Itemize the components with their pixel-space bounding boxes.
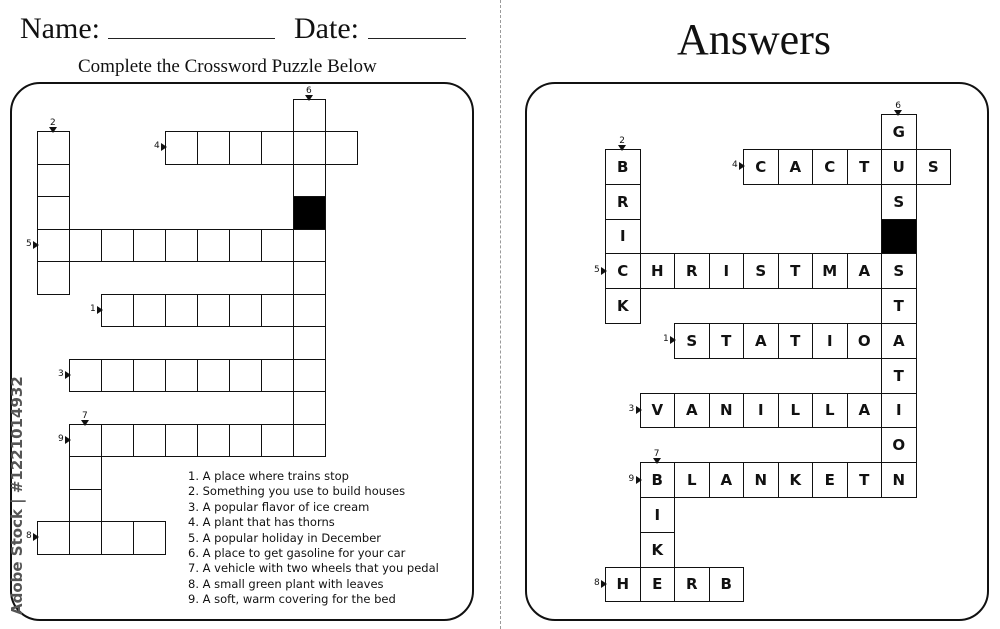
name-underline[interactable] bbox=[108, 38, 275, 39]
crossword-cell[interactable] bbox=[69, 359, 102, 393]
clue-number: 2 bbox=[50, 118, 56, 128]
clue-item: 9. A soft, warm covering for the bed bbox=[188, 592, 396, 607]
arrow-down-icon bbox=[49, 127, 57, 133]
crossword-cell[interactable] bbox=[261, 131, 294, 165]
arrow-down-icon bbox=[618, 145, 626, 151]
crossword-cell: I bbox=[881, 393, 917, 429]
crossword-cell[interactable] bbox=[293, 294, 326, 328]
crossword-cell: K bbox=[778, 462, 814, 498]
arrow-right-icon bbox=[33, 533, 39, 541]
crossword-cell[interactable] bbox=[165, 294, 198, 328]
arrow-right-icon bbox=[161, 143, 167, 151]
crossword-cell[interactable] bbox=[261, 359, 294, 393]
clue-number: 8 bbox=[26, 531, 32, 542]
crossword-cell[interactable] bbox=[69, 424, 102, 458]
crossword-cell: V bbox=[640, 393, 676, 429]
crossword-cell[interactable] bbox=[293, 229, 326, 263]
crossword-cell[interactable] bbox=[229, 294, 262, 328]
arrow-down-icon bbox=[653, 458, 661, 464]
clue-number: 7 bbox=[653, 449, 660, 460]
crossword-cell: S bbox=[881, 184, 917, 220]
clue-item: 2. Something you use to build houses bbox=[188, 484, 406, 499]
crossword-cell[interactable] bbox=[325, 131, 358, 165]
crossword-cell: H bbox=[605, 567, 641, 603]
crossword-cell[interactable] bbox=[197, 359, 230, 393]
crossword-cell: L bbox=[674, 462, 710, 498]
crossword-cell[interactable] bbox=[69, 521, 102, 555]
crossword-cell[interactable] bbox=[101, 294, 134, 328]
clue-number: 5 bbox=[26, 238, 32, 249]
crossword-cell: A bbox=[743, 323, 779, 359]
crossword-cell: T bbox=[881, 288, 917, 324]
crossword-cell[interactable] bbox=[293, 131, 326, 165]
crossword-cell[interactable] bbox=[101, 521, 134, 555]
crossword-cell[interactable] bbox=[261, 294, 294, 328]
crossword-cell: R bbox=[674, 567, 710, 603]
crossword-cell[interactable] bbox=[133, 359, 166, 393]
crossword-cell[interactable] bbox=[197, 294, 230, 328]
crossword-cell: L bbox=[778, 393, 814, 429]
clue-number: 3 bbox=[628, 404, 635, 414]
crossword-cell[interactable] bbox=[101, 229, 134, 263]
crossword-cell: C bbox=[812, 149, 848, 185]
crossword-cell[interactable] bbox=[261, 424, 294, 458]
crossword-cell[interactable] bbox=[261, 229, 294, 263]
instructions-text: Complete the Crossword Puzzle Below bbox=[78, 56, 377, 77]
arrow-right-icon bbox=[601, 267, 607, 275]
answers-title: Answers bbox=[677, 15, 831, 64]
crossword-cell[interactable] bbox=[229, 424, 262, 458]
clue-number: 9 bbox=[58, 433, 64, 444]
crossword-cell: C bbox=[605, 253, 641, 289]
crossword-cell[interactable] bbox=[293, 359, 326, 393]
crossword-cell[interactable] bbox=[197, 424, 230, 458]
crossword-cell[interactable] bbox=[293, 326, 326, 360]
arrow-down-icon bbox=[894, 110, 902, 116]
crossword-cell[interactable] bbox=[37, 521, 70, 555]
crossword-cell[interactable] bbox=[293, 261, 326, 295]
crossword-cell: C bbox=[743, 149, 779, 185]
crossword-cell: G bbox=[881, 114, 917, 150]
crossword-cell[interactable] bbox=[133, 521, 166, 555]
crossword-cell: O bbox=[881, 427, 917, 463]
crossword-cell: A bbox=[847, 253, 883, 289]
clue-number: 4 bbox=[154, 141, 160, 152]
date-underline[interactable] bbox=[368, 38, 466, 39]
crossword-cell: A bbox=[709, 462, 745, 498]
crossword-cell: R bbox=[605, 184, 641, 220]
crossword-cell: E bbox=[640, 567, 676, 603]
arrow-right-icon bbox=[65, 371, 71, 379]
crossword-cell: K bbox=[640, 532, 676, 568]
crossword-cell: N bbox=[881, 462, 917, 498]
crossword-cell: B bbox=[640, 462, 676, 498]
crossword-cell: T bbox=[778, 253, 814, 289]
crossword-cell: S bbox=[743, 253, 779, 289]
crossword-cell: I bbox=[709, 253, 745, 289]
crossword-cell[interactable] bbox=[293, 424, 326, 458]
crossword-cell[interactable] bbox=[133, 424, 166, 458]
arrow-down-icon bbox=[305, 95, 313, 101]
crossword-cell[interactable] bbox=[101, 424, 134, 458]
crossword-cell: N bbox=[709, 393, 745, 429]
crossword-cell: M bbox=[812, 253, 848, 289]
crossword-cell[interactable] bbox=[69, 489, 102, 523]
crossword-cell[interactable] bbox=[37, 229, 70, 263]
clue-number: 2 bbox=[619, 136, 625, 146]
arrow-right-icon bbox=[636, 476, 642, 484]
crossword-cell: S bbox=[674, 323, 710, 359]
crossword-cell: B bbox=[709, 567, 745, 603]
clue-number: 7 bbox=[82, 410, 88, 421]
clue-number: 6 bbox=[306, 85, 312, 96]
clue-item: 5. A popular holiday in December bbox=[188, 530, 381, 545]
crossword-cell[interactable] bbox=[69, 456, 102, 490]
arrow-right-icon bbox=[65, 436, 71, 444]
arrow-right-icon bbox=[636, 406, 642, 414]
page-divider bbox=[500, 0, 501, 629]
clue-number: 5 bbox=[594, 264, 600, 275]
arrow-right-icon bbox=[97, 306, 103, 314]
arrow-right-icon bbox=[670, 336, 676, 344]
crossword-cell: A bbox=[674, 393, 710, 429]
crossword-cell: R bbox=[674, 253, 710, 289]
crossword-cell[interactable] bbox=[229, 131, 262, 165]
crossword-cell: E bbox=[812, 462, 848, 498]
crossword-cell: S bbox=[881, 253, 917, 289]
crossword-cell: T bbox=[709, 323, 745, 359]
crossword-cell: L bbox=[812, 393, 848, 429]
crossword-cell: T bbox=[881, 358, 917, 394]
crossword-cell: I bbox=[812, 323, 848, 359]
clue-number: 1 bbox=[90, 303, 96, 314]
crossword-cell: A bbox=[778, 149, 814, 185]
crossword-cell[interactable] bbox=[101, 359, 134, 393]
crossword-cell: A bbox=[847, 393, 883, 429]
crossword-cell[interactable] bbox=[197, 131, 230, 165]
crossword-cell: I bbox=[640, 497, 676, 533]
crossword-cell: I bbox=[743, 393, 779, 429]
crossword-cell[interactable] bbox=[293, 99, 326, 133]
clue-item: 1. A place where trains stop bbox=[188, 469, 349, 483]
date-label: Date: bbox=[294, 12, 359, 45]
clue-item: 6. A place to get gasoline for your car bbox=[188, 546, 406, 561]
crossword-cell[interactable] bbox=[229, 359, 262, 393]
crossword-cell[interactable] bbox=[37, 261, 70, 295]
crossword-cell: H bbox=[640, 253, 676, 289]
clue-number: 3 bbox=[58, 368, 64, 379]
clue-number: 1 bbox=[663, 334, 669, 345]
crossword-cell[interactable] bbox=[37, 164, 70, 198]
arrow-right-icon bbox=[739, 162, 745, 170]
crossword-cell: B bbox=[605, 149, 641, 185]
crossword-cell[interactable] bbox=[165, 359, 198, 393]
clue-item: 8. A small green plant with leaves bbox=[188, 576, 384, 591]
crossword-cell: O bbox=[847, 323, 883, 359]
arrow-down-icon bbox=[81, 420, 89, 426]
arrow-right-icon bbox=[33, 241, 39, 249]
crossword-cell: T bbox=[847, 149, 883, 185]
clue-number: 9 bbox=[628, 473, 635, 484]
crossword-cell[interactable] bbox=[37, 131, 70, 165]
clue-number: 6 bbox=[895, 101, 901, 112]
black-cell bbox=[881, 219, 917, 255]
crossword-cell[interactable] bbox=[37, 196, 70, 230]
stock-id-text: Adobe Stock | #1221014932 bbox=[8, 376, 26, 615]
crossword-cell: T bbox=[778, 323, 814, 359]
crossword-cell[interactable] bbox=[197, 229, 230, 263]
crossword-cell: T bbox=[847, 462, 883, 498]
clue-item: 3. A popular flavor of ice cream bbox=[188, 499, 370, 514]
crossword-cell: I bbox=[605, 219, 641, 255]
crossword-cell[interactable] bbox=[293, 164, 326, 198]
crossword-cell[interactable] bbox=[229, 229, 262, 263]
crossword-cell: S bbox=[916, 149, 952, 185]
crossword-cell[interactable] bbox=[133, 294, 166, 328]
clue-number: 4 bbox=[732, 160, 738, 171]
crossword-cell[interactable] bbox=[165, 131, 198, 165]
crossword-cell[interactable] bbox=[69, 229, 102, 263]
clue-item: 4. A plant that has thorns bbox=[188, 515, 335, 530]
crossword-cell: U bbox=[881, 149, 917, 185]
crossword-cell[interactable] bbox=[133, 229, 166, 263]
crossword-cell[interactable] bbox=[293, 391, 326, 425]
crossword-cell: A bbox=[881, 323, 917, 359]
crossword-cell[interactable] bbox=[165, 424, 198, 458]
arrow-right-icon bbox=[601, 580, 607, 588]
crossword-cell[interactable] bbox=[165, 229, 198, 263]
crossword-cell: K bbox=[605, 288, 641, 324]
black-cell[interactable] bbox=[293, 196, 326, 230]
name-label: Name: bbox=[20, 12, 100, 45]
crossword-cell: N bbox=[743, 462, 779, 498]
clue-list bbox=[188, 469, 439, 608]
clue-number: 8 bbox=[594, 578, 600, 588]
clue-item: 7. A vehicle with two wheels that you pedal bbox=[188, 561, 439, 576]
